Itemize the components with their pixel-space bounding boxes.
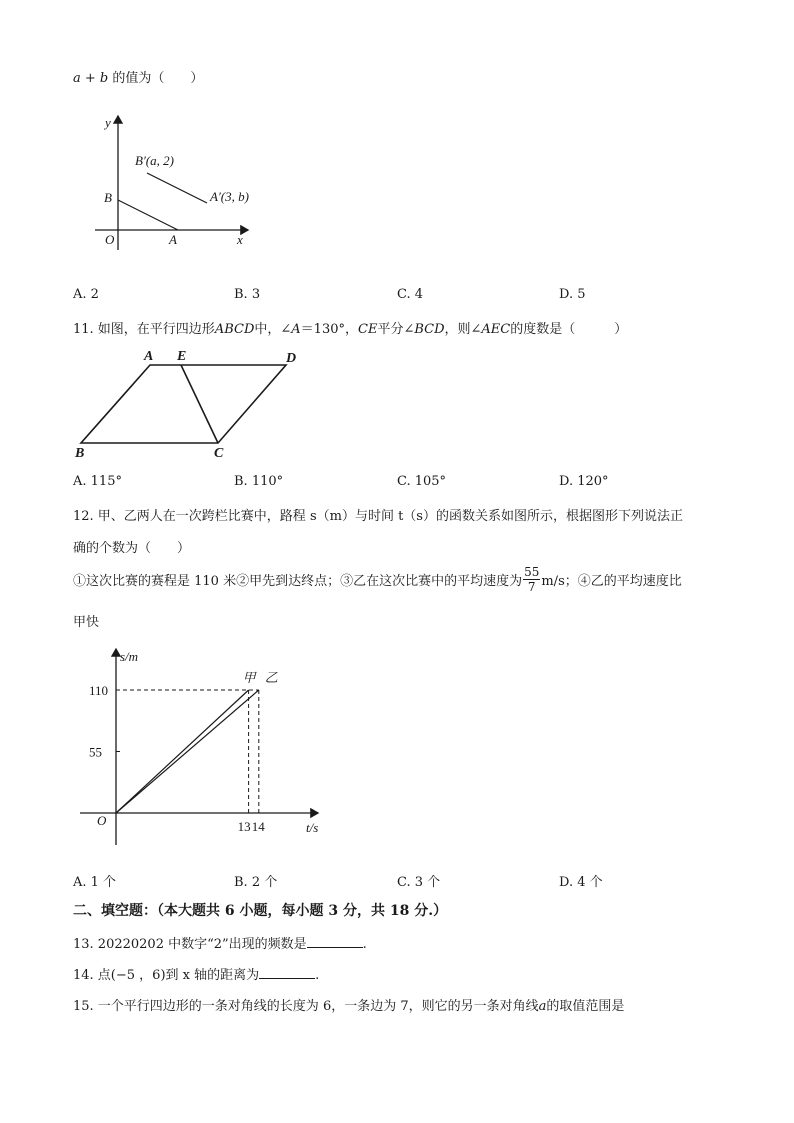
q11-angle-a: A (291, 322, 301, 337)
section-2-title: 二、填空题：（本大题共 6 小题，每小题 3 分，共 18 分.） (73, 903, 448, 919)
q11-label-b: B (75, 446, 85, 461)
q10-label-bprime: B′(a, 2) (135, 153, 174, 168)
q12-line-3-b: m/s；④乙的平均速度比 (541, 574, 682, 589)
q11-label-a: A (144, 349, 154, 364)
q10-label-aprime: A′(3, b) (210, 189, 249, 204)
q11-segment-ec (181, 365, 218, 443)
q14-answer-blank[interactable] (259, 966, 315, 979)
q13-stem (73, 933, 367, 952)
q12-origin-label: O (97, 813, 107, 828)
q12-fraction-num: 55 (524, 565, 540, 579)
q12-x-tick-label: 13 (237, 819, 251, 834)
q10-label-origin: O (105, 232, 115, 247)
q14-text: 14. 点(−5 ，6)到 x 轴的距离为 (73, 968, 260, 983)
q12-series-line-1 (116, 690, 249, 813)
q10-label-b: B (104, 190, 112, 205)
q12-series-name-2: 乙 (264, 670, 278, 685)
q12-y-tick-label: 110 (89, 683, 109, 698)
q11-text-6: 的度数是（ ） (510, 322, 628, 337)
q11-option-a[interactable]: A. 115° (73, 474, 122, 489)
q10-label-a: A (169, 232, 177, 247)
q10-segment-ab (118, 200, 178, 230)
q12-y-tick-label: 55 (89, 744, 102, 760)
q11-stem (73, 318, 627, 337)
q13-end: . (362, 937, 367, 952)
q12-line-2: 确的个数为（ ） (73, 541, 191, 556)
q11-label-d: D (286, 351, 297, 366)
q12-series-name-1: 甲 (242, 670, 256, 685)
q11-figure (70, 345, 310, 460)
q11-option-d[interactable]: D. 120° (559, 474, 609, 489)
q10-option-d[interactable]: D. 5 (559, 287, 586, 302)
q12-line-3 (73, 565, 682, 594)
q13-answer-blank[interactable] (307, 935, 363, 948)
q11-label-e: E (177, 349, 187, 364)
q10-figure (85, 110, 265, 255)
q12-option-d[interactable]: D. 4 个 (559, 875, 603, 890)
q11-option-b[interactable]: B. 110° (234, 474, 284, 489)
q11-aec: AEC (481, 322, 511, 337)
q12-series-line-2 (116, 690, 259, 813)
q12-chart (80, 645, 340, 850)
q12-option-b[interactable]: B. 2 个 (234, 875, 278, 890)
q12-fraction-den: 7 (527, 580, 536, 594)
q12-line-3-a: ①这次比赛的赛程是 110 米②甲先到达终点；③乙在这次比赛中的平均速度为 (73, 574, 523, 589)
q15-text-end: 的取值范围是 (546, 999, 625, 1014)
q12-x-tick-label: 14 (251, 819, 265, 834)
q15-text: 15. 一个平行四边形的一条对角线的长度为 6，一条边为 7，则它的另一条对角线 (73, 999, 539, 1014)
q12-line-4: 甲快 (73, 615, 100, 630)
q11-label-c: C (214, 446, 224, 461)
q10-option-c[interactable]: C. 4 (397, 287, 424, 302)
q10-stem-text: 的值为（ ） (108, 71, 204, 86)
q11-parallelogram (81, 365, 286, 443)
q11-text-3: ＝130°， (300, 322, 358, 337)
q11-text-1: 11. 如图，在平行四边形 (73, 322, 215, 337)
q14-stem (73, 964, 319, 983)
q12-option-a[interactable]: A. 1 个 (73, 875, 117, 890)
q10-stem-var: a + b (73, 71, 109, 86)
q12-option-c[interactable]: C. 3 个 (397, 875, 441, 890)
q10-option-a[interactable]: A. 2 (73, 287, 99, 302)
q11-text-4: 平分∠ (377, 322, 415, 337)
q15-stem (73, 995, 624, 1014)
q11-text-5: ，则∠ (444, 322, 482, 337)
q10-stem (73, 67, 203, 86)
q13-text: 13. 20220202 中数字“2”出现的频数是 (73, 937, 307, 952)
q11-text-2: 中，∠ (254, 322, 292, 337)
q15-var: a (538, 999, 547, 1014)
q12-y-axis-label: s/m (120, 649, 139, 664)
q11-abcd: ABCD (214, 322, 255, 337)
q12-fraction (523, 565, 540, 594)
q10-option-b[interactable]: B. 3 (234, 287, 261, 302)
q10-segment-apbp (147, 173, 207, 203)
q11-bcd: BCD (414, 322, 445, 337)
q12-line-1: 12. 甲、乙两人在一次跨栏比赛中，路程 s（m）与时间 t（s）的函数关系如图所示，根据图形下列说法正 (73, 509, 683, 524)
q10-label-y: y (105, 115, 111, 130)
q12-x-axis-label: t/s (306, 820, 319, 835)
q11-option-c[interactable]: C. 105° (397, 474, 447, 489)
q10-label-x: x (237, 232, 243, 247)
q14-end: . (315, 968, 320, 983)
q11-ce: CE (358, 322, 378, 337)
